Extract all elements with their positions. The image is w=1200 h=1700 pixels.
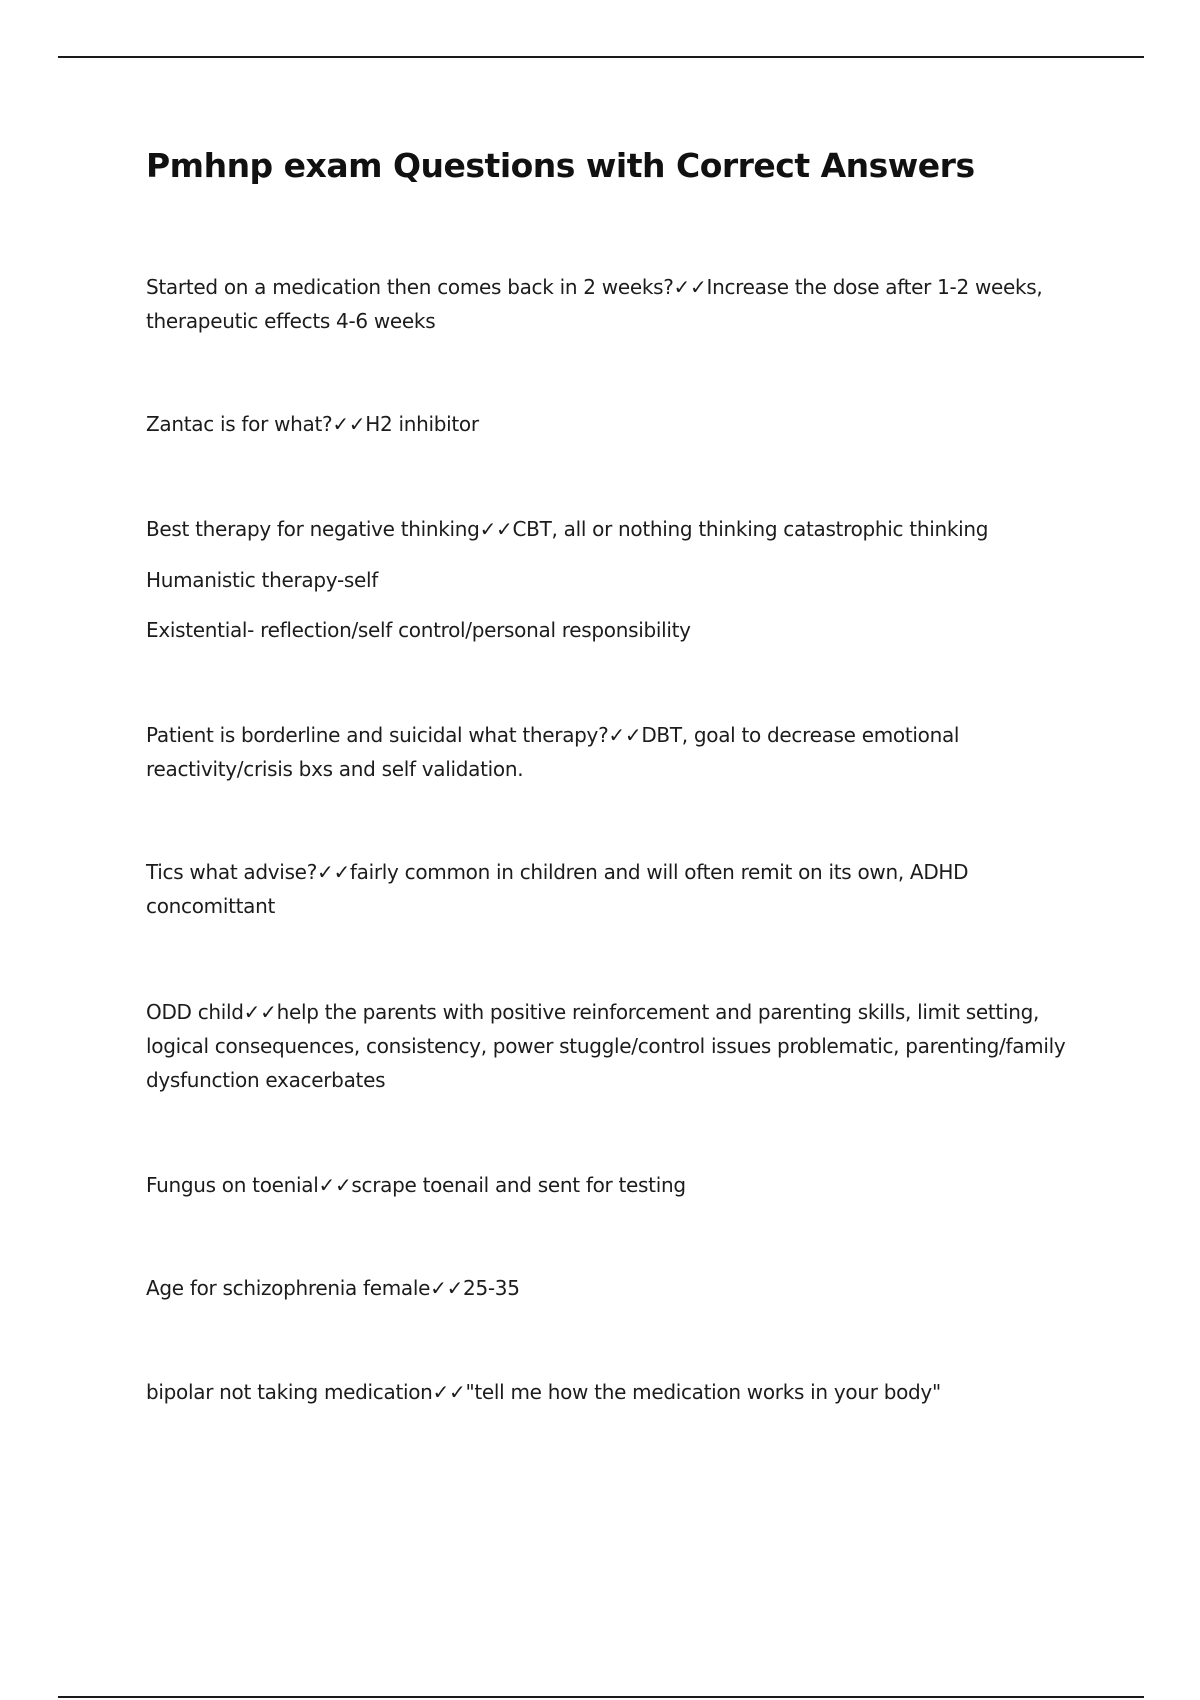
qa-item-negative-thinking: Best therapy for negative thinking✓✓CBT, all or nothing thinking catastrophic thinking bbox=[146, 517, 989, 541]
header-rule bbox=[58, 56, 1144, 58]
qa-item-bipolar-medication: bipolar not taking medication✓✓"tell me how the medication works in your body" bbox=[146, 1380, 941, 1404]
qa-item-odd-child: ODD child✓✓help the parents with positive reinforcement and parenting skills, limit setting, logical consequences, consistency, power stuggle/control issues problematic, parenting/family dysfunction exacerbates bbox=[146, 1000, 1066, 1092]
document-title: Pmhnp exam Questions with Correct Answers bbox=[146, 146, 975, 185]
qa-item-schizophrenia-age: Age for schizophrenia female✓✓25-35 bbox=[146, 1276, 520, 1300]
qa-item-toenail-fungus: Fungus on toenial✓✓scrape toenail and sent for testing bbox=[146, 1173, 686, 1197]
qa-item-medication-followup: Started on a medication then comes back in 2 weeks?✓✓Increase the dose after 1-2 weeks, therapeutic effects 4-6 weeks bbox=[146, 275, 1043, 333]
qa-item-borderline: Patient is borderline and suicidal what therapy?✓✓DBT, goal to decrease emotional reactivity/crisis bxs and self validation. bbox=[146, 723, 960, 781]
qa-note-existential: Existential- reflection/self control/personal responsibility bbox=[146, 618, 691, 642]
qa-item-zantac: Zantac is for what?✓✓H2 inhibitor bbox=[146, 412, 479, 436]
footer-rule bbox=[58, 1696, 1144, 1698]
qa-note-humanistic: Humanistic therapy-self bbox=[146, 568, 378, 592]
qa-item-tics: Tics what advise?✓✓fairly common in children and will often remit on its own, ADHD concomittant bbox=[146, 860, 969, 918]
